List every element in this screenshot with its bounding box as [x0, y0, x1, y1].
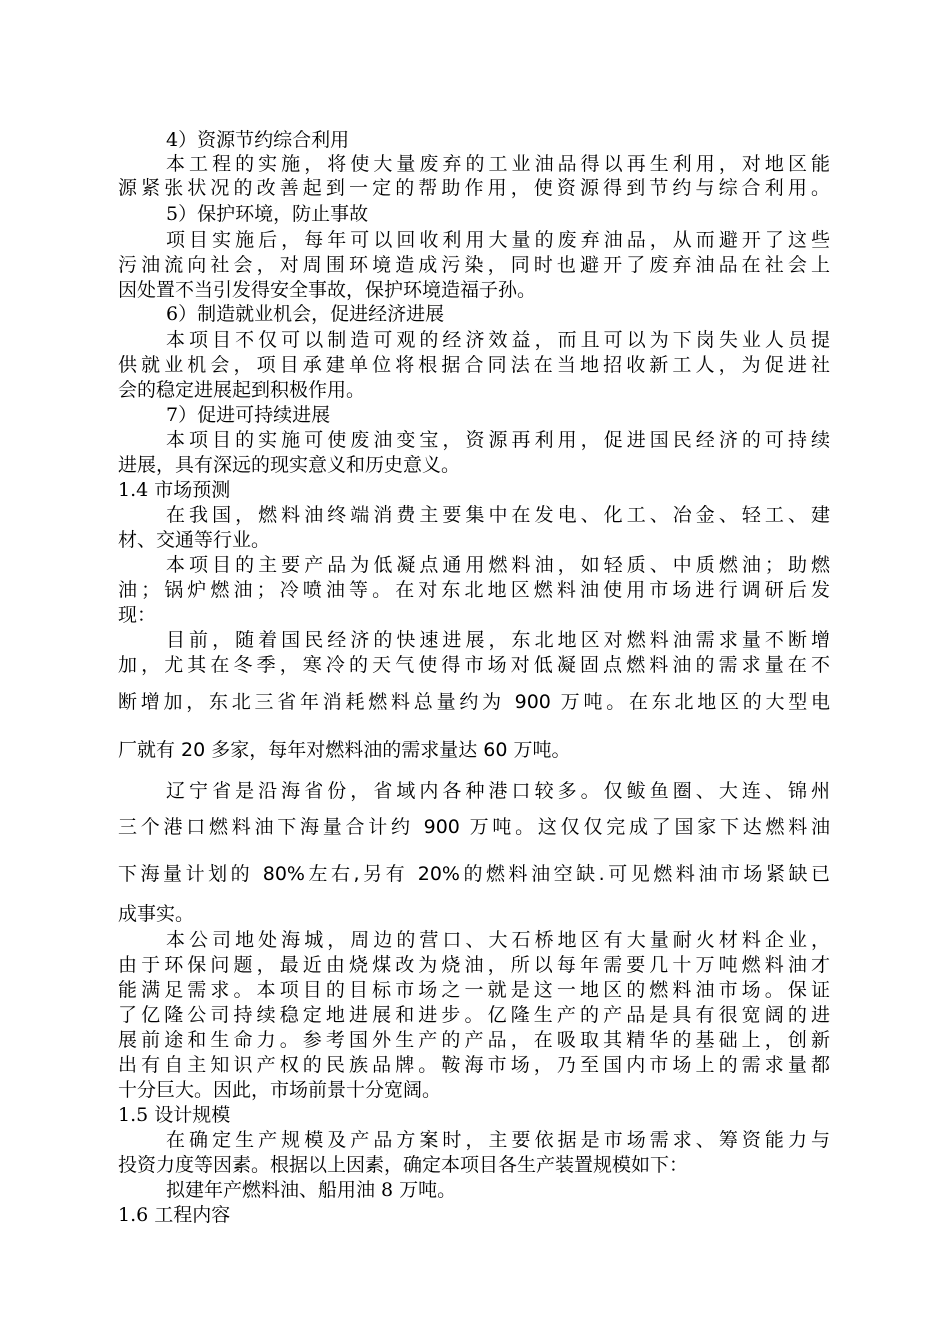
paragraph-line: 现：: [118, 604, 157, 626]
paragraph-line: 污油流向社会，对周围环境造成污染，同时也避开了废弃油品在社会上: [118, 254, 830, 276]
paragraph-line: 本项目不仅可以制造可观的经济效益，而且可以为下岗失业人员提: [166, 329, 830, 351]
paragraph-line: 因处置不当引发得安全事故，保护环境造福子孙。: [118, 279, 537, 301]
paragraph-line: 厂就有 20 多家，每年对燃料油的需求量达 60 万吨。: [118, 739, 571, 761]
paragraph-line: 由于环保问题，最近由烧煤改为烧油，所以每年需要几十万吨燃料油才: [118, 954, 830, 976]
paragraph-line: 进展，具有深远的现实意义和历史意义。: [118, 454, 461, 476]
paragraph-line: 本公司地处海城，周边的营口、大石桥地区有大量耐火材料企业，: [166, 929, 830, 951]
paragraph-line: 项目实施后，每年可以回收利用大量的废弃油品，从而避开了这些: [166, 229, 830, 251]
paragraph-line: 能满足需求。本项目的目标市场之一就是这一地区的燃料油市场。保证: [118, 979, 830, 1001]
paragraph-line: 源紧张状况的改善起到一定的帮助作用，使资源得到节约与综合利用。: [118, 177, 830, 199]
paragraph-line: 本项目的主要产品为低凝点通用燃料油，如轻质、中质燃油；助燃: [166, 554, 830, 576]
paragraph-line: 展前途和生命力。参考国外生产的产品，在吸取其精华的基础上，创新: [118, 1029, 830, 1051]
section-heading-1-5: 1.5 设计规模: [118, 1104, 231, 1126]
paragraph-line: 目前，随着国民经济的快速进展，东北地区对燃料油需求量不断增: [166, 629, 830, 651]
paragraph-line: 投资力度等因素。根据以上因素，确定本项目各生产装置规模如下：: [118, 1154, 689, 1176]
paragraph-line: 油；锅炉燃油；冷喷油等。在对东北地区燃料油使用市场进行调研后发: [118, 579, 830, 601]
paragraph-line: 三个港口燃料油下海量合计约 900 万吨。这仅仅完成了国家下达燃料油: [118, 816, 830, 838]
paragraph-line: 本项目的实施可使废油变宝，资源再利用，促进国民经济的可持续: [166, 429, 830, 451]
heading-environment: 5）保护环境，防止事故: [166, 203, 369, 225]
paragraph-line: 供就业机会，项目承建单位将根据合同法在当地招收新工人，为促进社: [118, 354, 830, 376]
paragraph-line: 下海量计划的 80%左右,另有 20%的燃料油空缺.可见燃料油市场紧缺已: [118, 863, 830, 885]
paragraph-line: 在我国，燃料油终端消费主要集中在发电、化工、冶金、轻工、建: [166, 504, 830, 526]
heading-employment: 6）制造就业机会，促进经济进展: [166, 303, 445, 325]
paragraph-line: 材、交通等行业。: [118, 529, 271, 551]
paragraph-line: 加，尤其在冬季，寒冷的天气使得市场对低凝固点燃料油的需求量在不: [118, 654, 830, 676]
paragraph-line: 断增加，东北三省年消耗燃料总量约为 900 万吨。在东北地区的大型电: [118, 691, 830, 713]
paragraph-line: 辽宁省是沿海省份，省域内各种港口较多。仅鲅鱼圈、大连、锦州: [166, 780, 830, 802]
section-heading-1-6: 1.6 工程内容: [118, 1204, 231, 1226]
paragraph-line: 在确定生产规模及产品方案时，主要依据是市场需求、筹资能力与: [166, 1129, 830, 1151]
paragraph-line: 十分巨大。因此，市场前景十分宽阔。: [118, 1079, 442, 1101]
paragraph-line: 本工程的实施，将使大量废弃的工业油品得以再生利用，对地区能: [166, 153, 830, 175]
heading-resource-saving: 4）资源节约综合利用: [166, 129, 350, 151]
paragraph-line: 成事实。: [118, 903, 195, 925]
paragraph-line: 出有自主知识产权的民族品牌。鞍海市场，乃至国内市场上的需求量都: [118, 1054, 830, 1076]
paragraph-line: 拟建年产燃料油、船用油 8 万吨。: [166, 1179, 457, 1201]
paragraph-line: 会的稳定进展起到积极作用。: [118, 379, 366, 401]
heading-sustainable: 7）促进可持续进展: [166, 404, 331, 426]
paragraph-line: 了亿隆公司持续稳定地进展和进步。亿隆生产的产品是具有很宽阔的进: [118, 1004, 830, 1026]
section-heading-1-4: 1.4 市场预测: [118, 479, 231, 501]
